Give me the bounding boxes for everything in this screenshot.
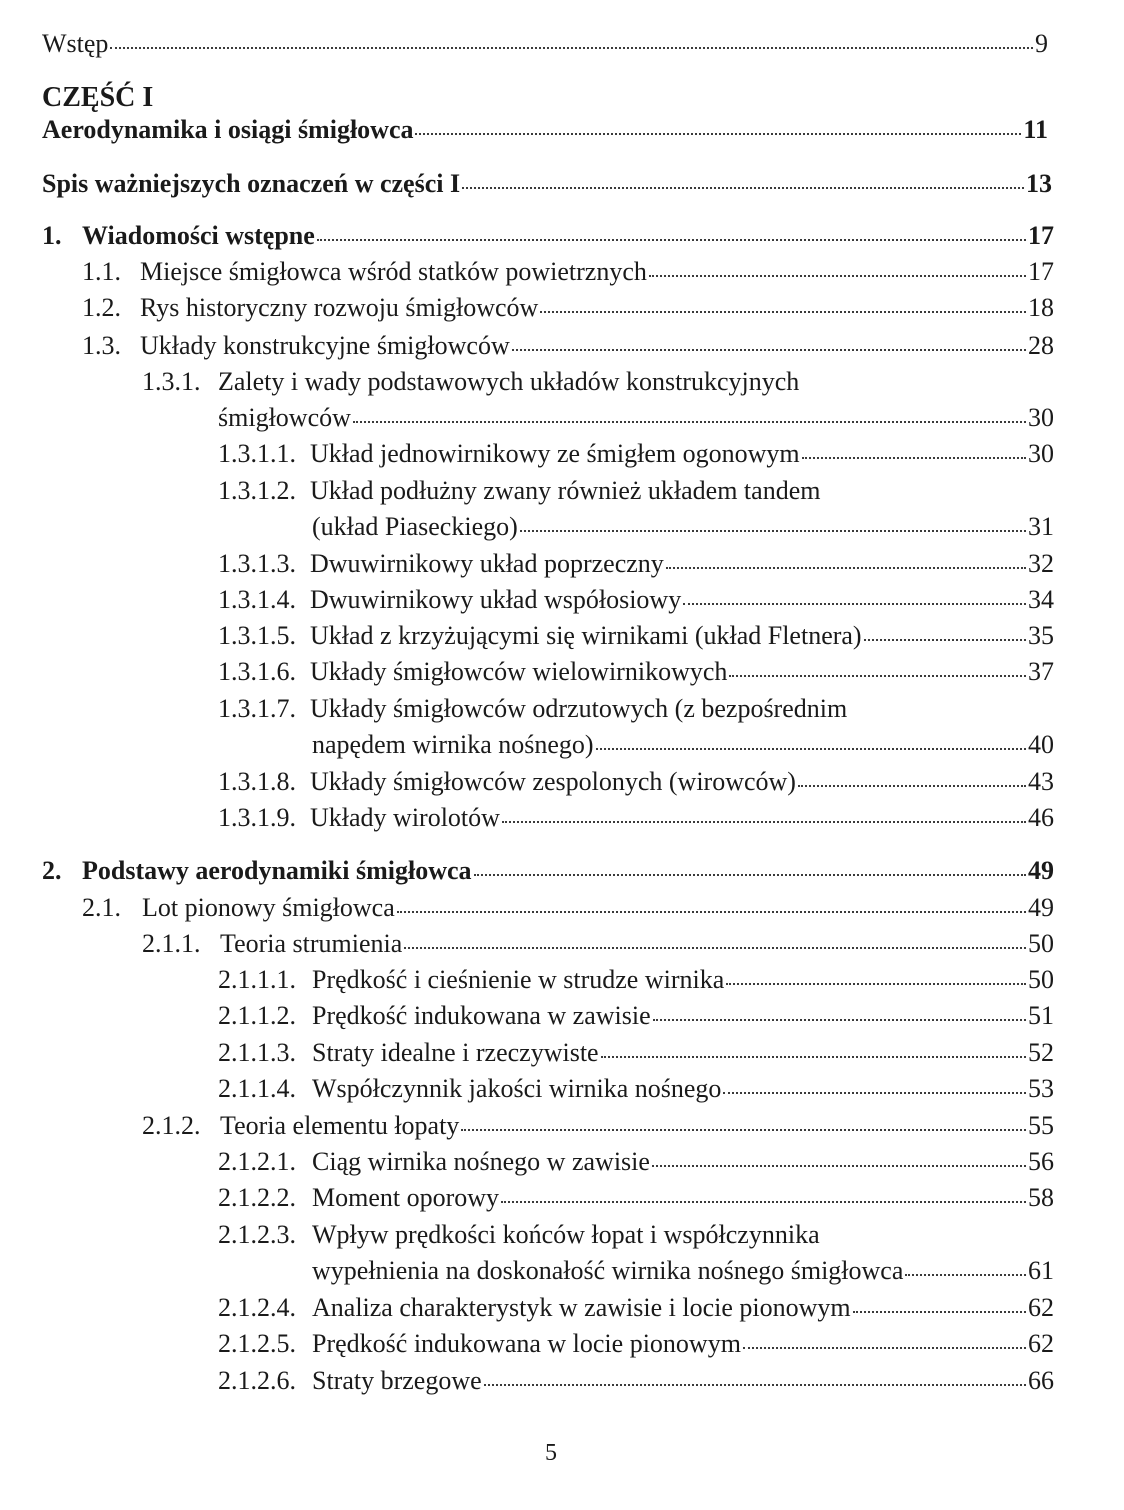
toc-number: 1.3.1.4. [218, 585, 296, 614]
toc-number: 1.3. [82, 331, 121, 360]
toc-number: 1.1. [82, 257, 121, 286]
toc-entry-2-1-2-3-line1[interactable] [218, 1219, 820, 1251]
toc-page-number: 50 [1028, 965, 1054, 994]
toc-entry-2-1-1-2[interactable] [218, 1000, 1054, 1032]
toc-entry-chapter-1[interactable] [42, 220, 1054, 252]
toc-number: 1.3.1.9. [218, 803, 296, 832]
dot-leader [502, 821, 1026, 823]
toc-title: Analiza charakterystyk w zawisie i locie pionowym [312, 1293, 851, 1322]
toc-page-number: 62 [1028, 1293, 1054, 1322]
toc-title: Prędkość indukowana w locie pionowym [312, 1329, 741, 1358]
toc-page-number: 51 [1028, 1001, 1054, 1030]
toc-entry-2-1-1-1[interactable] [218, 964, 1054, 996]
toc-number: 2.1. [82, 893, 121, 922]
dot-leader [353, 421, 1026, 423]
part-label: CZĘŚĆ I [42, 82, 154, 113]
toc-entry-1-3-1-2-line2[interactable] [312, 511, 1054, 543]
toc-number: 2.1.1.3. [218, 1038, 296, 1067]
toc-page-number: 28 [1028, 331, 1054, 360]
toc-title: Układy śmigłowców wielowirnikowych [310, 657, 728, 686]
toc-page-number: 9 [1035, 29, 1048, 58]
toc-page-number: 53 [1028, 1074, 1054, 1103]
toc-title: Układy konstrukcyjne śmigłowców [140, 331, 510, 360]
dot-leader [729, 675, 1026, 677]
toc-page-number: 35 [1028, 621, 1054, 650]
dot-leader [601, 1056, 1026, 1058]
toc-page-number: 31 [1028, 512, 1054, 541]
toc-title: Wiadomości wstępne [82, 221, 315, 250]
toc-title: Straty idealne i rzeczywiste [312, 1038, 599, 1067]
toc-entry-2-1-1-3[interactable] [218, 1037, 1054, 1069]
toc-entry-1-2[interactable] [82, 292, 1054, 324]
page-number: 5 [545, 1440, 557, 1466]
dot-leader [649, 275, 1026, 277]
toc-number: 2.1.1. [142, 929, 201, 958]
toc-number: 2.1.2.5. [218, 1329, 296, 1358]
toc-entry-2-1-2-1[interactable] [218, 1146, 1054, 1178]
toc-page-number: 56 [1028, 1147, 1054, 1176]
toc-title: Prędkość i cieśnienie w strudze wirnika [312, 965, 725, 994]
toc-number: 2.1.1.4. [218, 1074, 296, 1103]
toc-title: Układ jednowirnikowy ze śmigłem ogonowym [310, 439, 800, 468]
toc-title: napędem wirnika nośnego) [312, 730, 594, 759]
toc-number: 1.2. [82, 293, 121, 322]
dot-leader [905, 1274, 1026, 1276]
toc-title: Układ z krzyżującymi się wirnikami (układ Fletnera) [310, 621, 862, 650]
toc-number: 1.3.1.5. [218, 621, 296, 650]
toc-entry-1-3-1-2-line1[interactable] [218, 475, 820, 507]
toc-title: (układ Piaseckiego) [312, 512, 518, 541]
toc-number: 2. [42, 856, 62, 885]
toc-title: Ciąg wirnika nośnego w zawisie [312, 1147, 650, 1176]
toc-page-number: 49 [1028, 893, 1054, 922]
toc-entry-2-1[interactable] [82, 892, 1054, 924]
toc-title: Układy wirolotów [310, 803, 500, 832]
toc-page-number: 30 [1028, 439, 1054, 468]
dot-leader [317, 239, 1026, 241]
toc-entry-1-3[interactable] [82, 330, 1054, 362]
toc-title: Spis ważniejszych oznaczeń w części I [42, 169, 461, 198]
toc-number: 2.1.2.3. [218, 1220, 296, 1249]
dot-leader [404, 947, 1026, 949]
dot-leader [652, 1165, 1026, 1167]
toc-page-number: 58 [1028, 1183, 1054, 1212]
toc-title: Podstawy aerodynamiki śmigłowca [82, 856, 472, 885]
toc-entry-1-1[interactable] [82, 256, 1054, 288]
toc-entry-2-1-2-6[interactable] [218, 1365, 1054, 1397]
dot-leader [853, 1311, 1026, 1313]
toc-number: 2.1.2.6. [218, 1366, 296, 1395]
toc-title: Lot pionowy śmigłowca [142, 893, 395, 922]
toc-page-number: 61 [1028, 1256, 1054, 1285]
toc-entry-2-1-2-3-line2[interactable] [312, 1255, 1054, 1287]
toc-page-number: 17 [1028, 221, 1054, 250]
toc-number: 2.1.2. [142, 1111, 201, 1140]
dot-leader [723, 1092, 1026, 1094]
toc-entry-1-3-1-9[interactable] [218, 802, 1054, 834]
toc-title: Wstęp [42, 29, 109, 58]
toc-page-number: 66 [1028, 1366, 1054, 1395]
toc-title: Moment oporowy [312, 1183, 500, 1212]
toc-number: 2.1.2.4. [218, 1293, 296, 1322]
toc-number: 1. [42, 221, 62, 250]
toc-page-number: 30 [1028, 403, 1054, 432]
toc-entry-2-1-1-4[interactable] [218, 1073, 1054, 1105]
toc-title: Aerodynamika i osiągi śmigłowca [42, 115, 414, 144]
dot-leader [397, 911, 1026, 913]
toc-number: 2.1.1.2. [218, 1001, 296, 1030]
dot-leader [462, 187, 1024, 189]
toc-page-number: 43 [1028, 767, 1054, 796]
dot-leader [653, 1019, 1026, 1021]
toc-number: 1.3.1.2. [218, 476, 296, 505]
toc-entry-2-1-1[interactable] [142, 928, 1054, 960]
toc-entry-2-1-2-4[interactable] [218, 1292, 1054, 1324]
toc-number: 1.3.1.8. [218, 767, 296, 796]
dot-leader [501, 1201, 1026, 1203]
toc-title: Układ podłużny zwany również układem tandem [310, 476, 821, 505]
toc-entry-1-3-1-7-line1[interactable] [218, 693, 847, 725]
toc-page-number: 11 [1023, 115, 1048, 144]
toc-entry-1-3-1-line1[interactable] [142, 366, 799, 398]
toc-page-number: 55 [1028, 1111, 1054, 1140]
toc-entry-intro[interactable] [42, 28, 1048, 60]
toc-number: 1.3.1.1. [218, 439, 296, 468]
toc-entry-1-3-1-3[interactable] [218, 548, 1054, 580]
toc-entry-part-title[interactable] [42, 114, 1048, 146]
toc-page-number: 13 [1026, 169, 1052, 198]
toc-entry-chapter-2[interactable] [42, 855, 1054, 887]
toc-number: 2.1.2.2. [218, 1183, 296, 1212]
toc-number: 1.3.1.3. [218, 549, 296, 578]
dot-leader [110, 47, 1033, 49]
toc-entry-1-3-1-line2[interactable] [218, 402, 1054, 434]
toc-number: 2.1.1.1. [218, 965, 296, 994]
toc-page-number: 37 [1028, 657, 1054, 686]
toc-entry-1-3-1-1[interactable] [218, 438, 1054, 470]
toc-entry-1-3-1-8[interactable] [218, 766, 1054, 798]
toc-title: Dwuwirnikowy układ współosiowy [310, 585, 682, 614]
toc-entry-notation[interactable] [42, 168, 1052, 200]
toc-title: Rys historyczny rozwoju śmigłowców [140, 293, 539, 322]
toc-entry-1-3-1-7-line2[interactable] [312, 729, 1054, 761]
toc-title: Miejsce śmigłowca wśród statków powietrznych [140, 257, 647, 286]
dot-leader [864, 639, 1026, 641]
dot-leader [666, 567, 1026, 569]
toc-title: Współczynnik jakości wirnika nośnego [312, 1074, 722, 1103]
toc-entry-2-1-2-5[interactable] [218, 1328, 1054, 1360]
dot-leader [540, 311, 1026, 313]
toc-title: Zalety i wady podstawowych układów konstrukcyjnych [218, 367, 800, 396]
toc-entry-1-3-1-4[interactable] [218, 584, 1054, 616]
dot-leader [415, 133, 1021, 135]
toc-number: 2.1.2.1. [218, 1147, 296, 1176]
toc-title: Straty brzegowe [312, 1366, 482, 1395]
toc-entry-2-1-2[interactable] [142, 1110, 1054, 1142]
dot-leader [474, 874, 1026, 876]
toc-entry-2-1-2-2[interactable] [218, 1182, 1054, 1214]
toc-entry-1-3-1-6[interactable] [218, 656, 1054, 688]
toc-page-number: 46 [1028, 803, 1054, 832]
dot-leader [798, 785, 1026, 787]
toc-title: Układy śmigłowców odrzutowych (z bezpośrednim [310, 694, 848, 723]
dot-leader [461, 1129, 1026, 1131]
toc-page-number: 32 [1028, 549, 1054, 578]
toc-number: 1.3.1.6. [218, 657, 296, 686]
dot-leader [743, 1347, 1026, 1349]
toc-page-number: 17 [1028, 257, 1054, 286]
dot-leader [520, 530, 1026, 532]
toc-title: Teoria elementu łopaty [220, 1111, 460, 1140]
dot-leader [596, 748, 1026, 750]
toc-page-number: 62 [1028, 1329, 1054, 1358]
toc-title: Teoria strumienia [220, 929, 403, 958]
toc-page-number: 34 [1028, 585, 1054, 614]
toc-number: 1.3.1.7. [218, 694, 296, 723]
toc-page-number: 18 [1028, 293, 1054, 322]
dot-leader [683, 603, 1026, 605]
toc-title: śmigłowców [218, 403, 351, 432]
toc-title: Prędkość indukowana w zawisie [312, 1001, 651, 1030]
toc-title: Układy śmigłowców zespolonych (wirowców) [310, 767, 796, 796]
toc-page-number: 40 [1028, 730, 1054, 759]
toc-title: wypełnienia na doskonałość wirnika nośnego śmigłowca [312, 1256, 904, 1285]
toc-number: 1.3.1. [142, 367, 201, 396]
dot-leader [802, 457, 1026, 459]
toc-page-number: 50 [1028, 929, 1054, 958]
toc-page-number: 49 [1028, 856, 1054, 885]
dot-leader [484, 1384, 1026, 1386]
toc-title: Dwuwirnikowy układ poprzeczny [310, 549, 664, 578]
toc-page-number: 52 [1028, 1038, 1054, 1067]
toc-title: Wpływ prędkości końców łopat i współczynnika [312, 1220, 820, 1249]
dot-leader [512, 349, 1026, 351]
toc-entry-1-3-1-5[interactable] [218, 620, 1054, 652]
dot-leader [726, 983, 1026, 985]
